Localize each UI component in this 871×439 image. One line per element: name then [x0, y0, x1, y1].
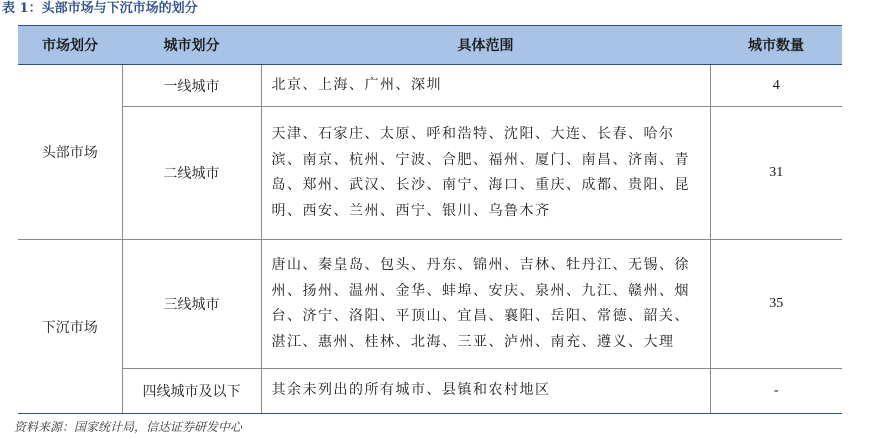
header-scope: 具体范围 [261, 26, 710, 65]
table-row [18, 369, 842, 414]
scope-cell: 天津、石家庄、太原、呼和浩特、沈阳、大连、长春、哈尔滨、南京、杭州、宁波、合肥、福州、厦门、南昌、济南、青岛、郑州、武汉、长沙、南宁、海口、重庆、成都、贵阳、昆明、西安、兰州、西宁、银川、乌鲁木齐 [261, 107, 710, 240]
table-caption: 表 1：头部市场与下沉市场的划分 [2, 1, 198, 16]
tier-cell: 四线城市及以下 [122, 369, 261, 414]
header-market: 市场划分 [18, 26, 122, 65]
source-note: 资料来源：国家统计局，信达证券研发中心 [14, 420, 243, 434]
scope-cell: 北京、上海、广州、深圳 [261, 65, 710, 107]
count-cell: - [710, 369, 842, 414]
market-division-table [18, 25, 842, 414]
header-tier: 城市划分 [122, 26, 261, 65]
table-row [18, 240, 842, 369]
tier-cell: 三线城市 [122, 240, 261, 369]
table-header-row [18, 26, 842, 65]
header-count: 城市数量 [710, 26, 842, 65]
table-row [18, 65, 842, 107]
count-cell: 4 [710, 65, 842, 107]
table-row [18, 107, 842, 240]
scope-cell: 唐山、秦皇岛、包头、丹东、锦州、吉林、牡丹江、无锡、徐州、扬州、温州、金华、蚌埠、安庆、泉州、九江、赣州、烟台、济宁、洛阳、平顶山、宜昌、襄阳、岳阳、常德、韶关、湛江、惠州、桂林、北海、三亚、泸州、南充、遵义、大理 [261, 240, 710, 369]
count-cell: 31 [710, 107, 842, 240]
tier-cell: 二线城市 [122, 107, 261, 240]
market-cell-sinking: 下沉市场 [18, 240, 122, 414]
scope-cell: 其余未列出的所有城市、县镇和农村地区 [261, 369, 710, 414]
market-cell-head: 头部市场 [18, 65, 122, 240]
tier-cell: 一线城市 [122, 65, 261, 107]
count-cell: 35 [710, 240, 842, 369]
